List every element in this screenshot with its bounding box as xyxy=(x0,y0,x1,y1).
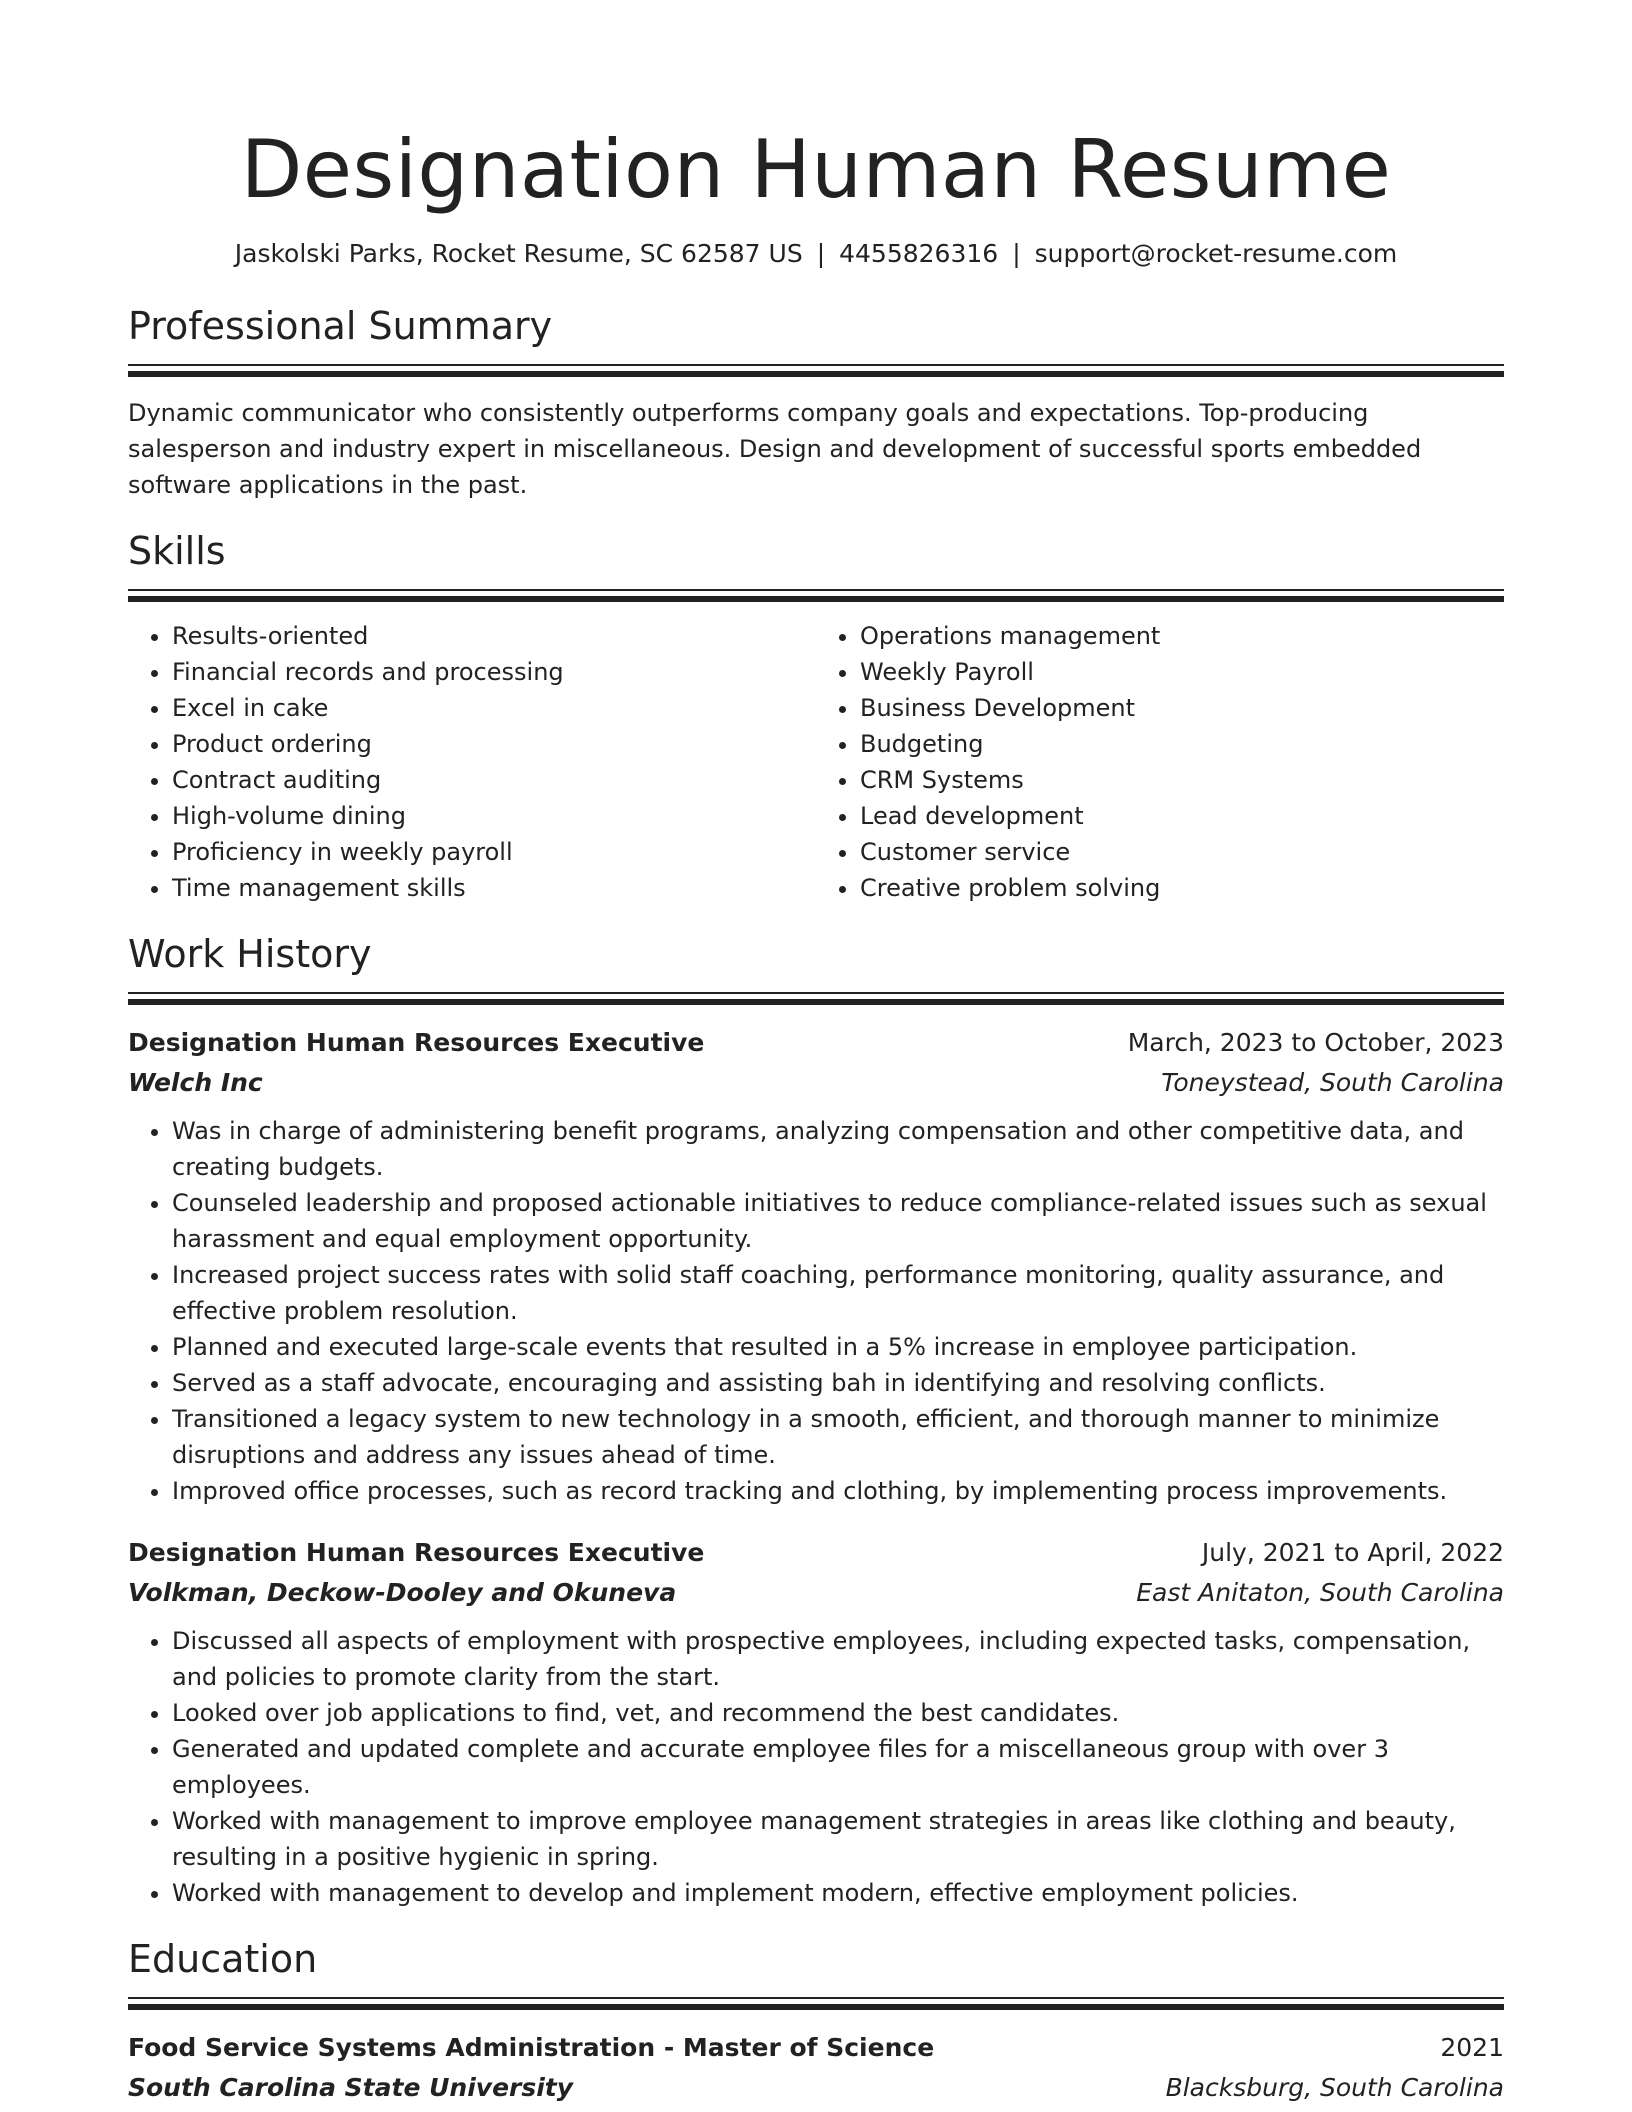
skill-item: • Excel in cake xyxy=(172,690,816,726)
skills-list-right xyxy=(816,618,1504,906)
section-divider xyxy=(128,589,1504,602)
skill-item: • Financial records and processing xyxy=(172,654,816,690)
contact-email: support@rocket-resume.com xyxy=(1034,239,1398,268)
contact-line xyxy=(128,238,1504,270)
job-bullet: • Planned and executed large-scale events that resulted in a 5% increase in employee participation. xyxy=(172,1329,1504,1365)
section-title-work: Work History xyxy=(128,932,372,976)
job-dates: March, 2023 to October, 2023 xyxy=(1127,1028,1504,1057)
skills-section xyxy=(128,527,1504,906)
work-history-section xyxy=(128,930,1504,1911)
section-title-skills: Skills xyxy=(128,529,226,573)
contact-address: Jaskolski Parks, Rocket Resume, SC 62587 US xyxy=(234,239,803,268)
job-header xyxy=(128,1533,1504,1573)
skill-item: • Product ordering xyxy=(172,726,816,762)
skills-columns xyxy=(128,618,1504,906)
job-title: Designation Human Resources Executive xyxy=(128,1028,705,1057)
section-title-education: Education xyxy=(128,1937,318,1981)
skills-list-left xyxy=(128,618,816,906)
skill-item: • Lead development xyxy=(860,798,1504,834)
skill-item: • CRM Systems xyxy=(860,762,1504,798)
job-entry xyxy=(128,1023,1504,1509)
skill-item: • Business Development xyxy=(860,690,1504,726)
education-entry xyxy=(128,2028,1504,2108)
job-bullet: • Worked with management to improve employee management strategies in areas like clothing and beauty, resulting in a positive hygienic in spring. xyxy=(172,1803,1504,1875)
job-bullet: • Transitioned a legacy system to new technology in a smooth, efficient, and thorough manner to minimize disruptions and address any issues ahead of time. xyxy=(172,1401,1504,1473)
contact-phone: 4455826316 xyxy=(839,239,999,268)
job-bullet: • Increased project success rates with solid staff coaching, performance monitoring, quality assurance, and effective problem resolution. xyxy=(172,1257,1504,1329)
education-header xyxy=(128,2028,1504,2068)
skill-item: • Proficiency in weekly payroll xyxy=(172,834,816,870)
education-year: 2021 xyxy=(1440,2033,1504,2062)
job-company: Welch Inc xyxy=(128,1068,263,1097)
contact-separator: | xyxy=(1012,239,1021,268)
job-bullets xyxy=(128,1113,1504,1509)
job-bullet: • Was in charge of administering benefit programs, analyzing compensation and other competitive data, and creating budgets. xyxy=(172,1113,1504,1185)
section-title-summary: Professional Summary xyxy=(128,304,553,348)
job-bullet: • Improved office processes, such as record tracking and clothing, by implementing process improvements. xyxy=(172,1473,1504,1509)
job-bullet: • Discussed all aspects of employment with prospective employees, including expected tasks, compensation, and policies to promote clarity from the start. xyxy=(172,1623,1504,1695)
job-bullet: • Served as a staff advocate, encouraging and assisting bah in identifying and resolving conflicts. xyxy=(172,1365,1504,1401)
job-bullets xyxy=(128,1623,1504,1911)
candidate-name: Designation Human Resume xyxy=(240,123,1392,216)
job-bullet: • Generated and updated complete and accurate employee files for a miscellaneous group with over 3 employees. xyxy=(172,1731,1504,1803)
job-header xyxy=(128,1023,1504,1063)
section-divider xyxy=(128,1997,1504,2010)
education-location: Blacksburg, South Carolina xyxy=(1165,2073,1504,2102)
skill-item: • Time management skills xyxy=(172,870,816,906)
skill-item: • Results-oriented xyxy=(172,618,816,654)
job-bullet: • Looked over job applications to find, vet, and recommend the best candidates. xyxy=(172,1695,1504,1731)
section-divider xyxy=(128,992,1504,1005)
skill-item: • Weekly Payroll xyxy=(860,654,1504,690)
summary-section xyxy=(128,302,1504,503)
contact-separator: | xyxy=(816,239,826,268)
education-subheader xyxy=(128,2068,1504,2108)
skill-item: • Creative problem solving xyxy=(860,870,1504,906)
job-location: East Anitaton, South Carolina xyxy=(1136,1578,1504,1607)
section-divider xyxy=(128,364,1504,377)
job-dates: July, 2021 to April, 2022 xyxy=(1201,1538,1504,1567)
skill-item: • Operations management xyxy=(860,618,1504,654)
skill-item: • Customer service xyxy=(860,834,1504,870)
education-school: South Carolina State University xyxy=(128,2073,574,2102)
skill-item: • Budgeting xyxy=(860,726,1504,762)
job-bullet: • Worked with management to develop and implement modern, effective employment policies. xyxy=(172,1875,1504,1911)
job-location: Toneystead, South Carolina xyxy=(1161,1068,1504,1097)
job-subheader xyxy=(128,1063,1504,1103)
job-company: Volkman, Deckow-Dooley and Okuneva xyxy=(128,1578,677,1607)
job-entry xyxy=(128,1533,1504,1911)
education-degree: Food Service Systems Administration - Master of Science xyxy=(128,2033,935,2062)
education-section xyxy=(128,1935,1504,2108)
summary-text: Dynamic communicator who consistently outperforms company goals and expectations. Top-producing salesperson and industry expert in miscellaneous. Design and development of successful sports embedded software applications in the past. xyxy=(128,399,1422,499)
skill-item: • High-volume dining xyxy=(172,798,816,834)
job-bullet: • Counseled leadership and proposed actionable initiatives to reduce compliance-related issues such as sexual harassment and equal employment opportunity. xyxy=(172,1185,1504,1257)
skill-item: • Contract auditing xyxy=(172,762,816,798)
job-subheader xyxy=(128,1573,1504,1613)
job-title: Designation Human Resources Executive xyxy=(128,1538,705,1567)
